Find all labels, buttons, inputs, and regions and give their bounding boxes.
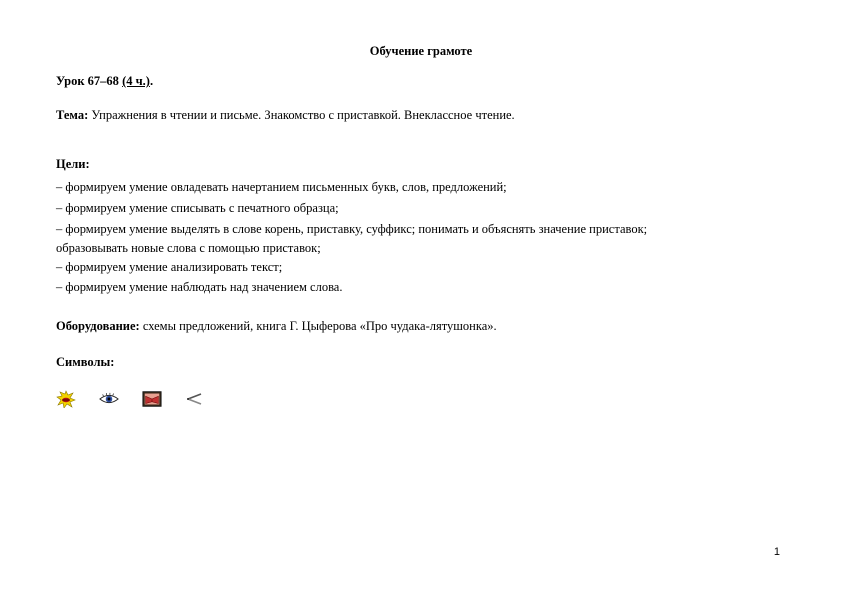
goal-item: – формируем умение овладевать начертанием письменных букв, слов, предложений; [56,180,507,194]
lesson-end: . [149,74,154,88]
document-title: Обучение грамоте [369,44,473,58]
goal-item: – формируем умение выделять в слове корень, приставку, суффикс; понимать и объяснять значение приставок; [56,222,648,236]
lesson-label: Урок 67–68 [56,74,119,88]
speaking-head-icon [56,390,76,408]
symbols-label: Символы: [56,355,115,369]
pencil-icon [185,390,205,408]
equipment-line [56,319,497,334]
lesson-hours: (4 ч.) [122,74,150,88]
topic-text: Упражнения в чтении и письме. Знакомство с приставкой. Внеклассное чтение. [91,108,515,122]
topic-line [56,108,515,123]
lesson-line [56,74,153,89]
topic-label: Тема: [56,108,89,122]
book-icon [142,390,162,408]
goal-item: – формируем умение списывать с печатного образца; [56,201,339,215]
goal-item-continuation: образовывать новые слова с помощью приставок; [56,241,321,255]
symbols-row [56,390,228,408]
goal-item: – формируем умение наблюдать над значением слова. [56,280,343,294]
goals-label: Цели: [56,157,90,171]
equipment-text: схемы предложений, книга Г. Цыферова «Про чудака-лятушонка». [142,319,497,333]
eye-icon [99,390,119,408]
page-number: 1 [773,546,780,558]
equipment-label: Оборудование: [56,319,140,333]
goal-item: – формируем умение анализировать текст; [56,260,283,274]
